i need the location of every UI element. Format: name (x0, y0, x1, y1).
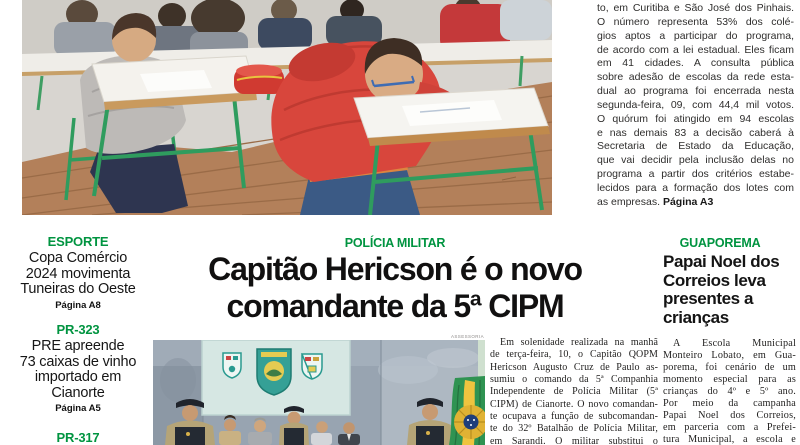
text-line: gios aptos a participar do programa, (597, 29, 794, 42)
text-line: em Sarandi. O militar substitui o (490, 435, 658, 445)
text-line: Papai Noel dos (663, 252, 780, 271)
text-line: crianças (663, 307, 729, 327)
text-line: momento especial para as (663, 374, 796, 385)
left-rail-section-esporte (0, 234, 156, 311)
top-story-body (597, 2, 794, 196)
text-line: porema, foi cenário de um (663, 362, 796, 373)
main-headline (150, 251, 640, 324)
left-rail-title (0, 251, 156, 298)
left-rail-title (0, 339, 156, 401)
text-line: 73 caixas de vinho (19, 353, 137, 370)
text-line: de terça-feira, 10, o Capitão QOPM (490, 349, 658, 361)
text-line: Correios leva (663, 270, 766, 290)
top-story-page-ref: Página A3 (662, 195, 714, 208)
classroom-photo-illustration (22, 0, 552, 215)
text-line: em 41 cidades. A consulta pública (597, 57, 794, 70)
text-line: te ocupava a função de subcomandan- (490, 411, 658, 423)
photo-credit: ASSESSORIA (450, 334, 484, 339)
text-line: te do 32º Batalhão de Polícia Militar, (490, 423, 658, 435)
text-line: Capitão Hericson é o novo (208, 251, 582, 287)
text-line: Em solenidade realizada na manhã (500, 337, 658, 348)
text-line: sumiu o comando da 5ª Companhia (490, 374, 658, 386)
text-line: em parceria com a Prefei- (663, 422, 796, 433)
text-line: 2024 movimenta (25, 265, 131, 282)
left-rail-section-pr323 (0, 322, 156, 414)
top-story-last-text: as empresas. (597, 195, 661, 208)
text-line: tura Municipal, a escola e (663, 434, 796, 445)
text-line: de acordo com a lei estadual. Eles ficam (597, 43, 794, 56)
text-line: que vai decidir pela inclusão delas no (597, 154, 794, 167)
text-line: sobre adesão de escolas da rede esta- (597, 71, 794, 84)
top-story-last-line (597, 196, 794, 210)
text-line: lecidos para a formação dos lotes com (597, 181, 794, 194)
left-rail-page-ref: Página A8 (55, 299, 101, 311)
top-story-text (597, 2, 794, 210)
text-line: Tuneiras do Oeste (20, 281, 136, 298)
text-line: crianças do 4º e 5º ano. (663, 386, 796, 397)
left-rail-section-pr317 (0, 430, 156, 445)
text-line: comandante da 5ª CIPM (226, 287, 564, 324)
right-rail-headline (663, 253, 796, 327)
text-line: programa a partir dos critérios estabe- (597, 168, 794, 181)
text-line: O número representa 53% dos colé- (597, 15, 794, 28)
police-photo-illustration (153, 340, 485, 445)
text-line: PRE apreende (31, 338, 125, 354)
kicker-policia-militar: POLÍCIA MILITAR (344, 236, 446, 250)
text-line: Papai Noel dos Correios, (663, 410, 796, 421)
text-line: Monteiro Lobato, em Gua- (663, 350, 796, 361)
text-line: Copa Comércio (28, 250, 128, 266)
text-line: Secretaria de Estado da Educação, (597, 140, 794, 153)
text-line: Cianorte (51, 384, 105, 401)
main-story-body (490, 337, 658, 445)
text-line: Por meio da campanha (663, 398, 796, 409)
left-rail-page-ref: Página A5 (55, 403, 101, 415)
kicker-guaporema: GUAPOREMA (679, 236, 761, 250)
right-rail-body (663, 338, 796, 445)
text-line: CIPM) de Cianorte. O novo comandan- (490, 398, 658, 410)
text-line: segunda-feira, 09, com 44,4 mil votos. (597, 98, 794, 111)
text-line: importado em (34, 369, 122, 386)
text-line: Hericson Augusto Cruz de Paulo as- (490, 361, 658, 373)
kicker-pr-317: PR-317 (56, 430, 100, 445)
text-line: presentes a (663, 289, 754, 309)
kicker-esporte: ESPORTE (47, 234, 109, 249)
text-line: Independente de Polícia Militar (5ª (490, 386, 658, 398)
text-line: dual ao programa foi encerrada nesta (597, 85, 794, 98)
police-ceremony-photo (153, 340, 485, 445)
kicker-pr-323: PR-323 (56, 322, 100, 337)
text-line: to, em Curitiba e São José dos Pinhais. (597, 2, 794, 14)
classroom-students-photo (22, 0, 552, 215)
text-line: A Escola Municipal (673, 338, 796, 349)
text-line: O quórum foi atingido em 94 escolas (597, 112, 794, 125)
text-line: e nas demais 83 a decisão caberá à (597, 126, 794, 139)
